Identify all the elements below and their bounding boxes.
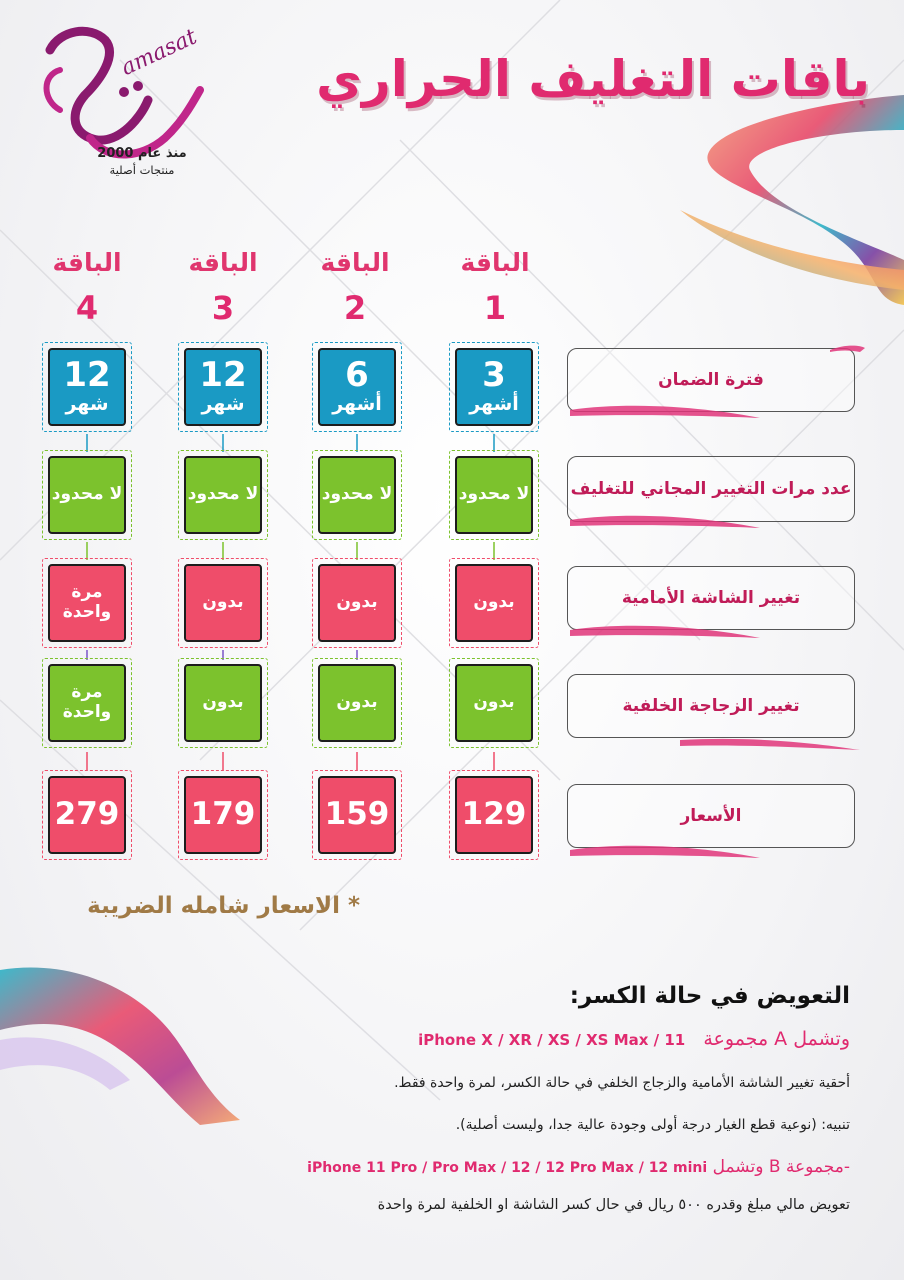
back-glass-value: مرة واحدة: [62, 682, 112, 722]
front-screen-cell-package-4: [42, 558, 132, 648]
row-label-prices: الأسعار: [567, 784, 855, 848]
package-label: الباقة: [52, 248, 122, 277]
back-glass-cell-package-4: [42, 658, 132, 748]
warranty-unit: أشهر: [332, 393, 382, 416]
package-label: الباقة: [460, 248, 530, 277]
front-screen-value: بدون: [336, 592, 378, 613]
price-cell-package-4: [42, 770, 132, 860]
page-title: باقات التغليف الحراري: [316, 50, 870, 108]
package-number: 4: [75, 289, 99, 327]
price-value: 279: [54, 796, 120, 833]
group-b-line: [130, 1157, 850, 1177]
logo-latin-text: amasat: [117, 24, 201, 81]
group-a-line: [130, 1028, 850, 1050]
back-glass-cell-package-2: [312, 658, 402, 748]
package-number: 1: [483, 289, 507, 327]
front-screen-value: مرة واحدة: [62, 582, 112, 622]
warranty-cell-package-4: [42, 342, 132, 432]
row-label-front-screen: تغيير الشاشة الأمامية: [567, 566, 855, 630]
warranty-number: 12: [199, 355, 247, 396]
changes-cell-package-3: [178, 450, 268, 540]
logo-since: منذ عام 2000: [97, 146, 187, 161]
price-value: 179: [190, 796, 256, 833]
row-label-back-glass: تغيير الزجاجة الخلفية: [567, 674, 855, 738]
package-label: الباقة: [320, 248, 390, 277]
package-label: الباقة: [188, 248, 258, 277]
changes-cell-package-4: [42, 450, 132, 540]
back-glass-value: بدون: [473, 692, 515, 713]
group-a-label: وتشمل A مجموعة: [703, 1028, 850, 1050]
group-b-label: -مجموعة B وتشمل: [712, 1157, 850, 1177]
price-cell-package-3: [178, 770, 268, 860]
warranty-number: 12: [63, 355, 111, 396]
back-glass-cell-package-1: [449, 658, 539, 748]
warranty-unit: شهر: [65, 393, 109, 416]
compensation-line-2: تنبيه: (نوعية قطع الغيار درجة أولى وجودة عالية جدا، وليست أصلية).: [455, 1117, 850, 1133]
package-number: 3: [211, 289, 235, 327]
front-screen-cell-package-1: [449, 558, 539, 648]
front-screen-value: بدون: [473, 592, 515, 613]
warranty-number: 6: [345, 355, 369, 396]
tax-note: * الاسعار شامله الضريبة: [87, 893, 360, 919]
front-screen-value: بدون: [202, 592, 244, 613]
row-label-warranty: فترة الضمان: [567, 348, 855, 412]
front-screen-cell-package-2: [312, 558, 402, 648]
price-value: 129: [461, 796, 527, 833]
compensation-title: التعويض في حالة الكسر:: [569, 983, 850, 1009]
changes-value: لا محدود: [51, 484, 123, 505]
price-value: 159: [324, 796, 390, 833]
package-number: 2: [343, 289, 367, 327]
row-label-swooshes: [560, 340, 870, 870]
warranty-unit: أشهر: [469, 393, 519, 416]
back-glass-value: بدون: [336, 692, 378, 713]
back-glass-value: بدون: [202, 692, 244, 713]
price-cell-package-2: [312, 770, 402, 860]
changes-cell-package-2: [312, 450, 402, 540]
logo-original-products: منتجات أصلية: [109, 163, 175, 177]
warranty-cell-package-2: [312, 342, 402, 432]
compensation-line-3: تعويض مالي مبلغ وقدره ٥٠٠ ريال في حال كسر الشاشة او الخلفية لمرة واحدة: [377, 1197, 850, 1213]
front-screen-cell-package-3: [178, 558, 268, 648]
price-cell-package-1: [449, 770, 539, 860]
warranty-cell-package-3: [178, 342, 268, 432]
warranty-cell-package-1: [449, 342, 539, 432]
group-b-models: iPhone 11 Pro / Pro Max / 12 / 12 Pro Max / 12 mini: [307, 1160, 708, 1176]
row-label-free-changes: عدد مرات التغيير المجاني للتغليف: [567, 456, 855, 522]
changes-value: لا محدود: [458, 484, 530, 505]
group-a-models: iPhone X / XR / XS / XS Max / 11: [418, 1031, 686, 1049]
back-glass-cell-package-3: [178, 658, 268, 748]
compensation-line-1: أحقية تغيير الشاشة الأمامية والزجاج الخلفي في حالة الكسر، لمرة واحدة فقط.: [394, 1075, 850, 1091]
warranty-number: 3: [482, 355, 506, 396]
changes-value: لا محدود: [187, 484, 259, 505]
changes-value: لا محدود: [321, 484, 393, 505]
changes-cell-package-1: [449, 450, 539, 540]
warranty-unit: شهر: [201, 393, 245, 416]
